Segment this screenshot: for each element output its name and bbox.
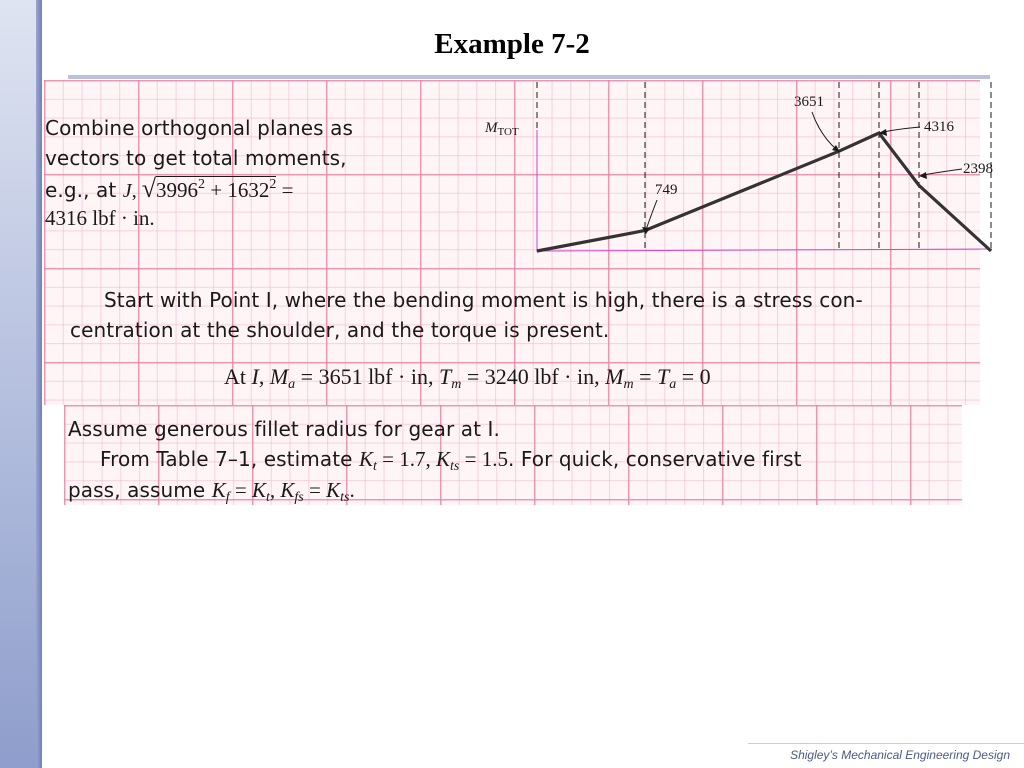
kts-sub: ts bbox=[450, 459, 460, 474]
plus-sign: + bbox=[204, 178, 228, 202]
moment-diagram bbox=[470, 80, 1000, 270]
eq-ta-symbol: T bbox=[657, 364, 670, 389]
kts2-sub: ts bbox=[340, 490, 350, 505]
arrowhead-2398 bbox=[919, 172, 927, 179]
para2-line-3-start: pass, assume bbox=[68, 478, 212, 502]
leader-4316 bbox=[883, 127, 920, 132]
kt-sub: t bbox=[373, 459, 377, 474]
eq-tm-sub: m bbox=[451, 377, 462, 392]
note-line-3 bbox=[45, 174, 293, 204]
title-divider bbox=[68, 75, 990, 79]
eq-comma: , bbox=[258, 364, 270, 389]
kt-value: = 1.7, bbox=[376, 447, 437, 471]
moment-label-4316: 4316 bbox=[924, 119, 954, 135]
eq-point: I bbox=[251, 364, 259, 389]
leader-3651 bbox=[812, 112, 837, 150]
eq-tm-value: = 3240 lbf · in, bbox=[461, 364, 606, 389]
eq-ma-symbol: M bbox=[269, 364, 289, 389]
note-equals: = bbox=[276, 178, 294, 202]
note-line-1: Combine orthogonal planes as bbox=[45, 116, 354, 140]
kfs-sub: fs bbox=[294, 490, 304, 505]
eq-mm-symbol: M bbox=[605, 364, 624, 389]
sqrt-radicand bbox=[156, 176, 276, 202]
moment-curve bbox=[537, 133, 991, 251]
para2-line-1: Assume generous fillet radius for gear at I. bbox=[68, 417, 500, 441]
slide-sidebar-edge bbox=[36, 0, 42, 768]
term2-base: 1632 bbox=[227, 178, 270, 202]
moment-axis-label-sub: TOT bbox=[497, 126, 519, 138]
note-line-3-prefix: e.g., at bbox=[45, 178, 123, 202]
note-comma: , bbox=[131, 180, 137, 202]
kfs-equals: = bbox=[303, 478, 327, 502]
kts2-symbol: K bbox=[326, 478, 341, 502]
final-period: . bbox=[349, 478, 355, 502]
moment-axis-label bbox=[484, 120, 519, 138]
note-line-2: vectors to get total moments, bbox=[45, 146, 347, 170]
moment-axis-label-main: M bbox=[485, 120, 498, 136]
slide-footer: Shigley’s Mechanical Engineering Design bbox=[790, 748, 1010, 762]
eq-at: At bbox=[224, 364, 252, 389]
moment-label-3651: 3651 bbox=[794, 94, 824, 110]
sqrt-symbol: √ bbox=[141, 174, 156, 203]
kt2-sub: t bbox=[266, 490, 270, 505]
note-result: 4316 lbf · in. bbox=[45, 206, 155, 230]
term1-base: 3996 bbox=[155, 178, 198, 202]
eq-mm-sub: m bbox=[623, 377, 634, 392]
leader-2398 bbox=[923, 169, 962, 175]
moment-label-749: 749 bbox=[655, 182, 678, 198]
eq-mid-equals: = bbox=[633, 364, 657, 389]
kfs-symbol: K bbox=[280, 478, 295, 502]
para1-line-2: centration at the shoulder, and the torque is present. bbox=[70, 318, 610, 342]
para1-line-1: Start with Point I, where the bending moment is high, there is a stress con- bbox=[104, 288, 863, 312]
kf-equals: = bbox=[229, 478, 252, 502]
para2-line-3 bbox=[68, 478, 355, 506]
kt-symbol: K bbox=[359, 447, 374, 471]
moment-label-2398: 2398 bbox=[963, 161, 993, 177]
moment-axis-horizontal bbox=[537, 249, 992, 251]
para2-line-2 bbox=[100, 447, 802, 475]
equation-point-i bbox=[224, 364, 711, 393]
kts-value: = 1.5 bbox=[459, 447, 508, 471]
k-separator: , bbox=[269, 478, 281, 502]
kf-sub: f bbox=[225, 490, 230, 505]
eq-ma-sub: a bbox=[288, 377, 296, 392]
section-dash-lines bbox=[537, 82, 991, 252]
note-point-label: J bbox=[122, 180, 132, 202]
footer-divider bbox=[748, 743, 1024, 744]
slide-title: Example 7-2 bbox=[434, 28, 590, 60]
eq-ta-sub: a bbox=[669, 377, 677, 392]
kt2-symbol: K bbox=[251, 478, 266, 502]
term1-exp: 2 bbox=[197, 177, 205, 192]
kts-symbol: K bbox=[436, 447, 451, 471]
para2-line-2-end: . For quick, conservative first bbox=[507, 447, 802, 471]
kf-symbol: K bbox=[211, 478, 226, 502]
eq-tm-symbol: T bbox=[438, 364, 452, 389]
eq-ma-value: = 3651 lbf · in, bbox=[295, 364, 439, 389]
para2-line-2-start: From Table 7–1, estimate bbox=[100, 447, 360, 471]
eq-end: = 0 bbox=[676, 364, 711, 389]
term2-exp: 2 bbox=[269, 177, 277, 192]
